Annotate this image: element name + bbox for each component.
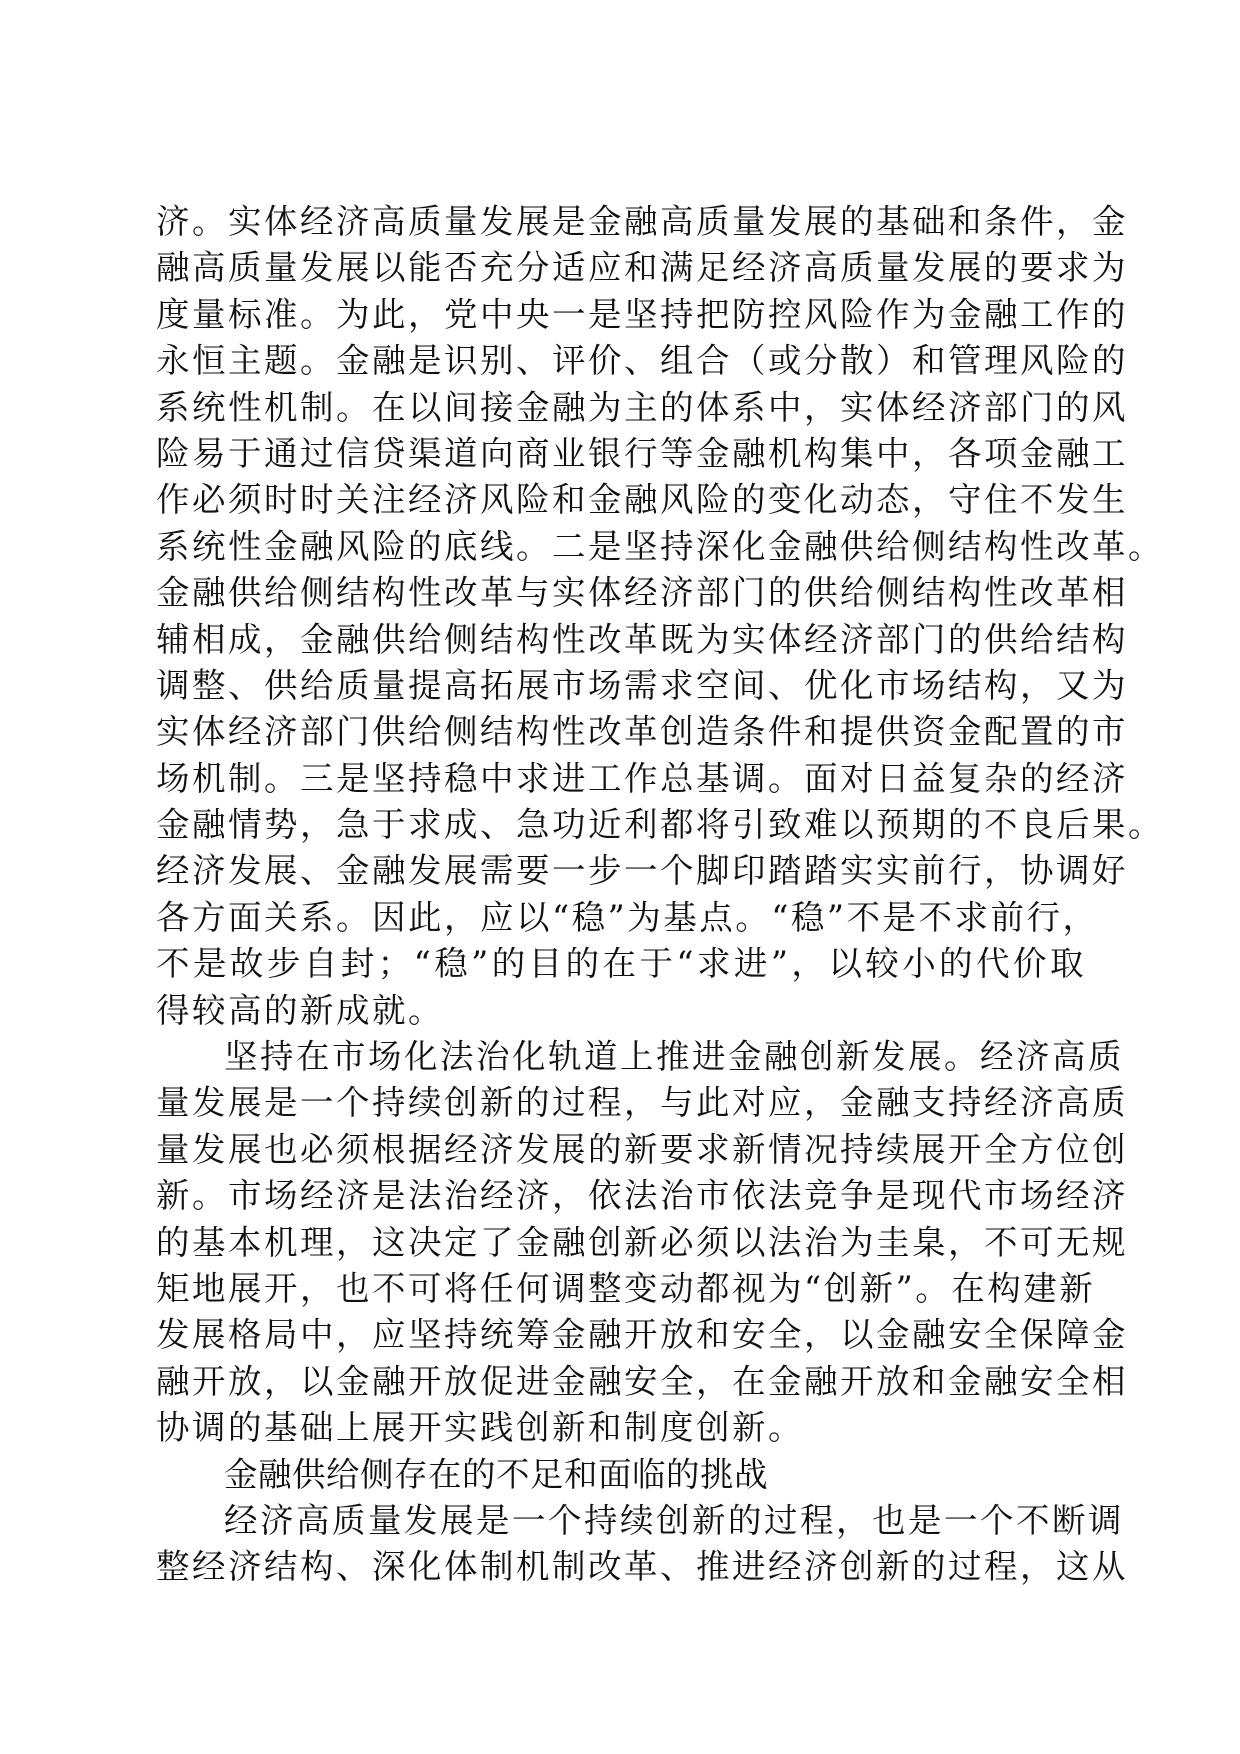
section-heading: 金融供给侧存在的不足和面临的挑战 xyxy=(224,1454,768,1494)
text-line: 不是故步自封；“稳”的目的在于“求进”，以较小的代价取 xyxy=(156,944,1086,984)
text-line: 经济高质量发展是一个持续创新的过程，也是一个不断调 xyxy=(224,1500,1124,1540)
text-line: 险易于通过信贷渠道向商业银行等金融机构集中，各项金融工 xyxy=(156,433,1128,473)
body-text xyxy=(156,199,1164,1591)
text-line: 融高质量发展以能否充分适应和满足经济高质量发展的要求为 xyxy=(156,248,1128,288)
text-line: 经济发展、金融发展需要一步一个脚印踏踏实实前行，协调好 xyxy=(156,851,1128,891)
text-line: 实体经济部门供给侧结构性改革创造条件和提供资金配置的市 xyxy=(156,712,1128,752)
text-line: 得较高的新成就。 xyxy=(156,990,444,1030)
text-line: 金融供给侧结构性改革与实体经济部门的供给侧结构性改革相 xyxy=(156,573,1128,613)
text-line: 金融情势，急于求成、急功近利都将引致难以预期的不良后果。 xyxy=(156,805,1164,845)
text-line: 永恒主题。金融是识别、评价、组合（或分散）和管理风险的 xyxy=(156,341,1128,381)
text-line: 发展格局中，应坚持统筹金融开放和安全，以金融安全保障金 xyxy=(156,1315,1128,1355)
text-line: 矩地展开，也不可将任何调整变动都视为“创新”。在构建新 xyxy=(156,1268,1096,1308)
paragraph-financial-innovation xyxy=(156,1034,1128,1452)
text-line: 系统性金融风险的底线。二是坚持深化金融供给侧结构性改革。 xyxy=(156,526,1164,566)
text-line: 新。市场经济是法治经济，依法治市依法竞争是现代市场经济 xyxy=(156,1176,1128,1216)
text-line: 辅相成，金融供给侧结构性改革既为实体经济部门的供给结构 xyxy=(156,619,1128,659)
text-line: 量发展也必须根据经济发展的新要求新情况持续展开全方位创 xyxy=(156,1129,1128,1169)
text-line: 坚持在市场化法治化轨道上推进金融创新发展。经济高质 xyxy=(224,1037,1124,1077)
text-line: 量发展是一个持续创新的过程，与此对应，金融支持经济高质 xyxy=(156,1083,1128,1123)
paragraph-supply-side-challenges xyxy=(156,1498,1128,1591)
text-line: 的基本机理，这决定了金融创新必须以法治为圭臬，不可无规 xyxy=(156,1222,1128,1262)
text-line: 协调的基础上展开实践创新和制度创新。 xyxy=(156,1408,804,1448)
text-line: 调整、供给质量提高拓展市场需求空间、优化市场结构，又为 xyxy=(156,665,1128,705)
text-line: 各方面关系。因此，应以“稳”为基点。“稳”不是不求前行， xyxy=(156,897,1099,937)
text-line: 整经济结构、深化体制机制改革、推进经济创新的过程，这从 xyxy=(156,1547,1128,1587)
text-line: 系统性机制。在以间接金融为主的体系中，实体经济部门的风 xyxy=(156,387,1128,427)
text-line: 融开放，以金融开放促进金融安全，在金融开放和金融安全相 xyxy=(156,1361,1128,1401)
text-line: 作必须时时关注经济风险和金融风险的变化动态，守住不发生 xyxy=(156,480,1128,520)
text-line: 济。实体经济高质量发展是金融高质量发展的基础和条件，金 xyxy=(156,202,1128,241)
paragraph-financial-stability xyxy=(156,199,1164,1034)
text-line: 场机制。三是坚持稳中求进工作总基调。面对日益复杂的经济 xyxy=(156,758,1128,798)
text-line: 度量标准。为此，党中央一是坚持把防控风险作为金融工作的 xyxy=(156,294,1128,334)
